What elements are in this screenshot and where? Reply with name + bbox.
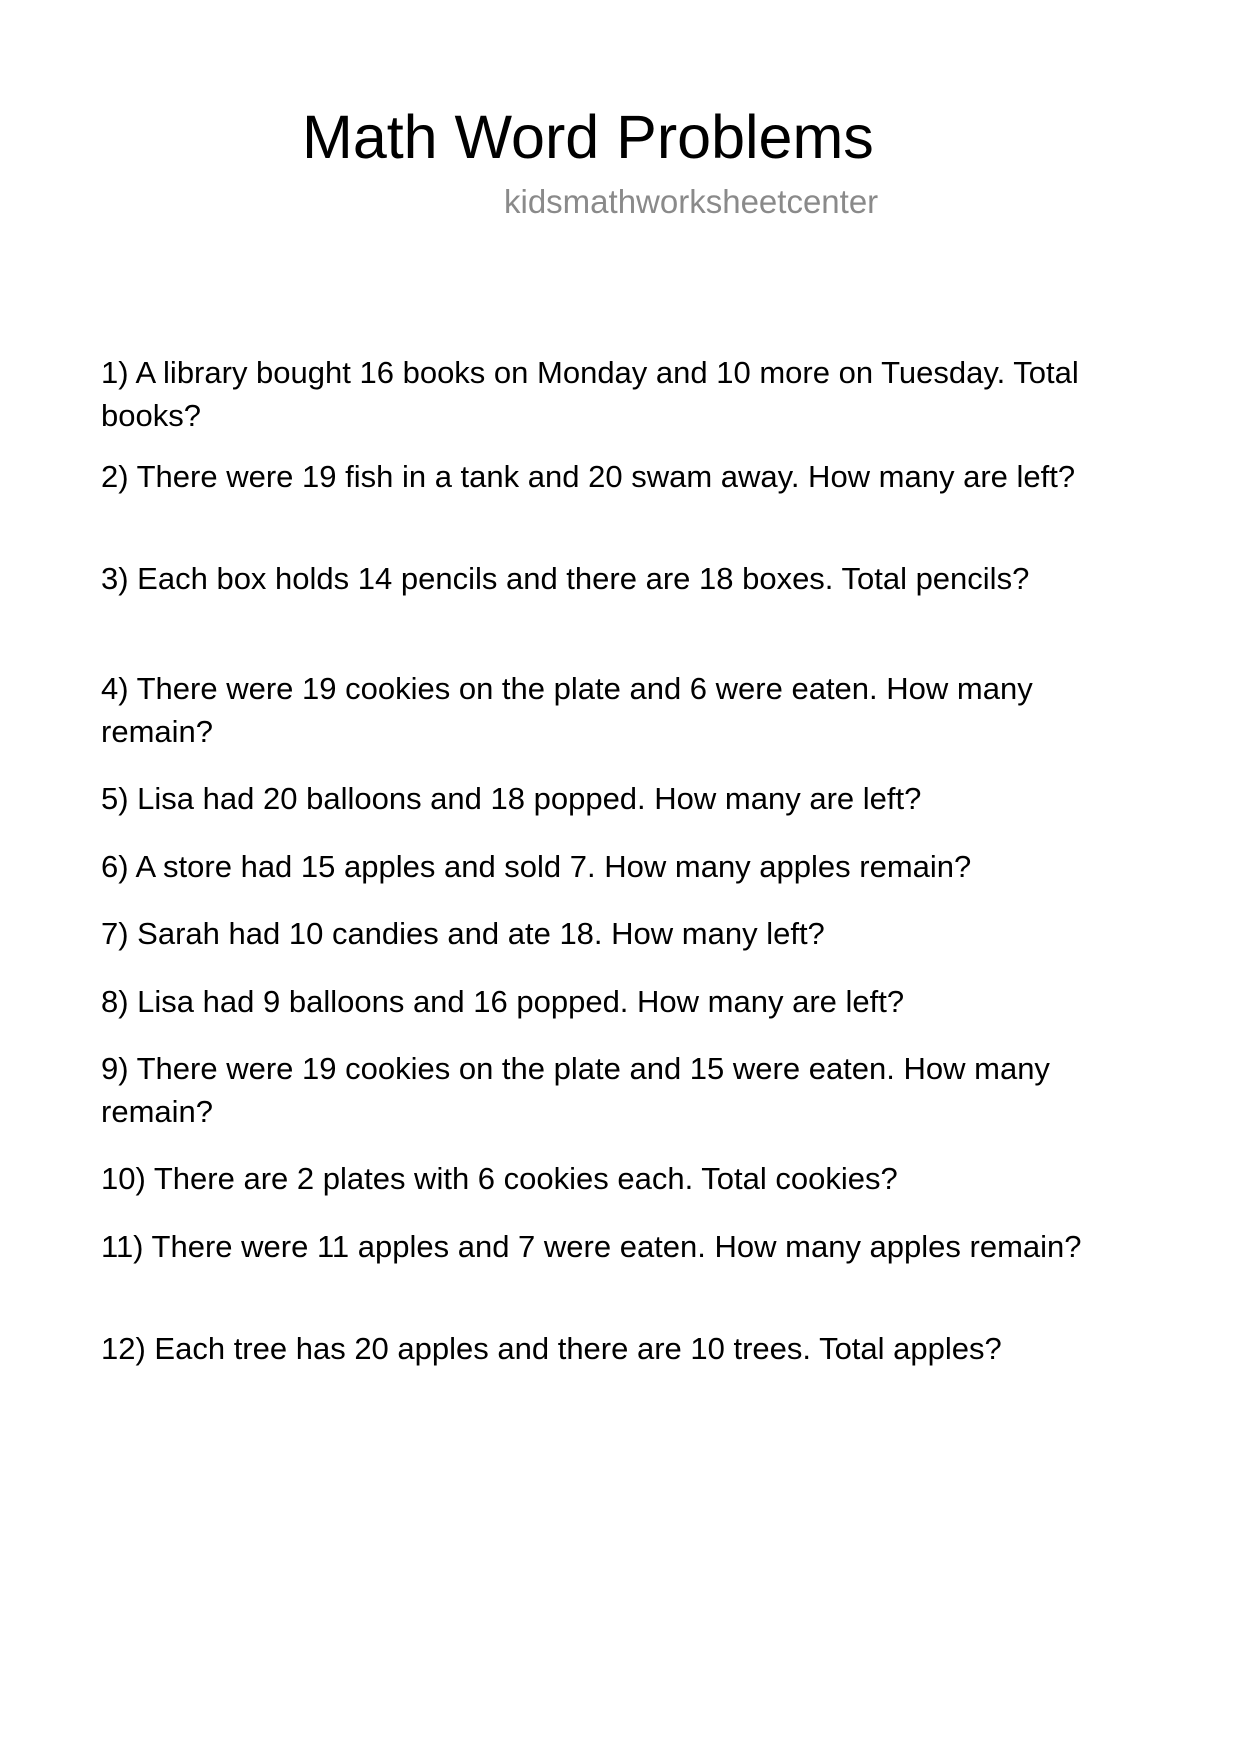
problem-item: 7) Sarah had 10 candies and ate 18. How many left? (101, 916, 825, 951)
problem-item: 12) Each tree has 20 apples and there are 10 trees. Total apples? (101, 1331, 1002, 1366)
problem-item: 8) Lisa had 9 balloons and 16 popped. How many are left? (101, 984, 905, 1019)
problem-item: 11) There were 11 apples and 7 were eaten. How many apples remain? (101, 1229, 1082, 1264)
site-name: kidsmathworksheetcenter (504, 183, 879, 220)
problem-item: 3) Each box holds 14 pencils and there are 18 boxes. Total pencils? (101, 561, 1030, 596)
problem-item: 1) A library bought 16 books on Monday and 10 more on Tuesday. Total books? (101, 355, 1079, 433)
problem-item: 6) A store had 15 apples and sold 7. How many apples remain? (101, 849, 972, 884)
problem-item: 2) There were 19 fish in a tank and 20 swam away. How many are left? (101, 459, 1076, 494)
problem-item: 10) There are 2 plates with 6 cookies each. Total cookies? (101, 1161, 898, 1196)
problem-item: 5) Lisa had 20 balloons and 18 popped. How many are left? (101, 781, 922, 816)
problem-item: 4) There were 19 cookies on the plate and 6 were eaten. How many remain? (101, 671, 1033, 749)
page-title: Math Word Problems (302, 103, 874, 171)
problem-item: 9) There were 19 cookies on the plate and 15 were eaten. How many remain? (101, 1051, 1050, 1129)
